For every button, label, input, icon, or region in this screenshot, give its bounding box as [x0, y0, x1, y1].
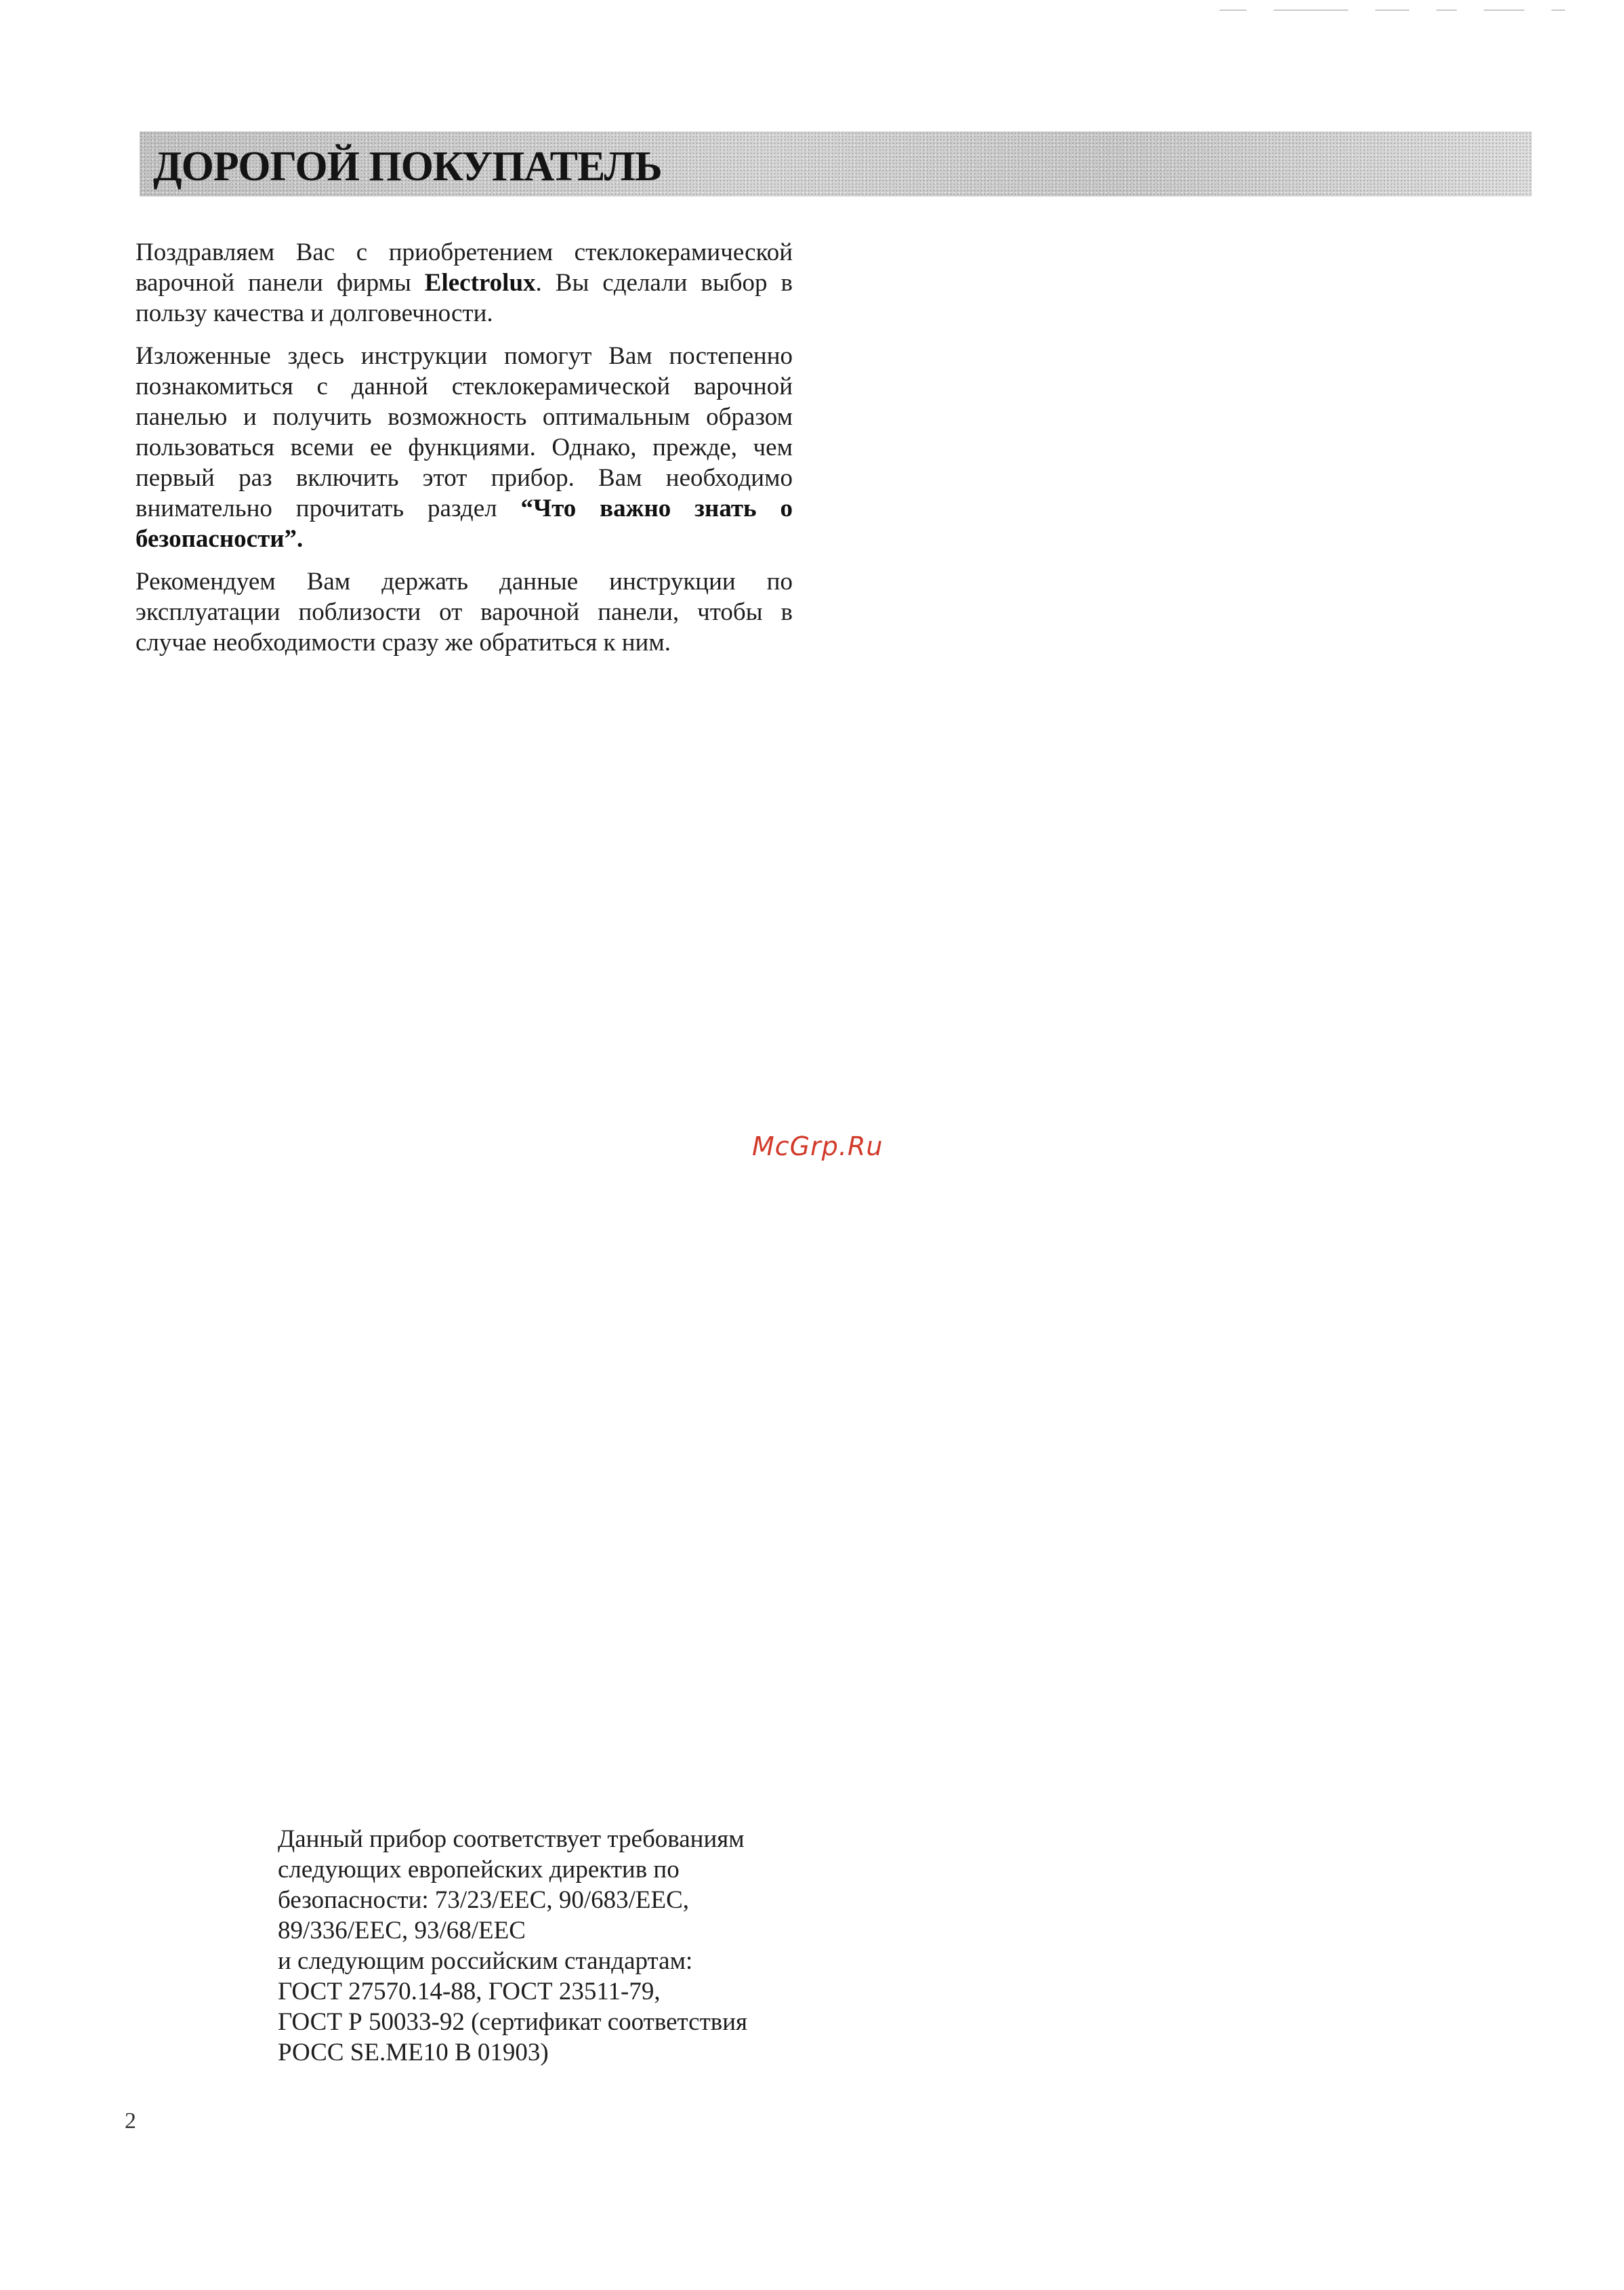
compliance-line: 89/336/ЕЕС, 93/68/ЕЕС	[278, 1917, 526, 1944]
intro-text: . Вы сделали выбор в пользу качества и долговечности.	[136, 269, 793, 327]
intro-paragraph-1	[136, 237, 793, 329]
safety-section-reference: “Что важно знать о безопасности”.	[136, 495, 793, 553]
intro-text: Изложенные здесь инструкции помогут Вам постепенно познакомиться с данной стеклокерамической варочной панелью и получить возможность оптимальным образом пользоваться всеми ее функциями. Однако, прежде, чем первый раз включить этот прибор. Вам необходимо внимательно прочитать раздел	[136, 342, 793, 522]
compliance-line: следующих европейских директив по	[278, 1856, 680, 1883]
compliance-line: РОСС SE.ME10 В 01903)	[278, 2039, 549, 2066]
compliance-line: Данный прибор соответствует требованиям	[278, 1825, 745, 1853]
intro-section	[136, 237, 793, 670]
page-title: ДОРОГОЙ ПОКУПАТЕЛЬ	[153, 144, 662, 190]
scan-artifact	[1220, 5, 1599, 14]
compliance-line: безопасности: 73/23/ЕЕС, 90/683/ЕЕС,	[278, 1886, 690, 1914]
watermark-text: McGrp.Ru	[752, 1131, 883, 1161]
page-number: 2	[125, 2108, 136, 2133]
compliance-statement	[278, 1824, 793, 2068]
intro-text: Поздравляем Вас с приобретением стеклокерамической варочной панели фирмы	[136, 238, 793, 297]
compliance-line: ГОСТ Р 50033-92 (сертификат соответствия	[278, 2008, 748, 2036]
intro-paragraph-3: Рекомендуем Вам держать данные инструкции по эксплуатации поблизости от варочной панели, чтобы в случае необходимости сразу же обратиться к ним.	[136, 568, 793, 657]
compliance-line: и следующим российским стандартам:	[278, 1947, 693, 1975]
brand-name: Electrolux	[424, 269, 536, 297]
compliance-line: ГОСТ 27570.14-88, ГОСТ 23511-79,	[278, 1978, 661, 2005]
intro-paragraph-2	[136, 341, 793, 554]
